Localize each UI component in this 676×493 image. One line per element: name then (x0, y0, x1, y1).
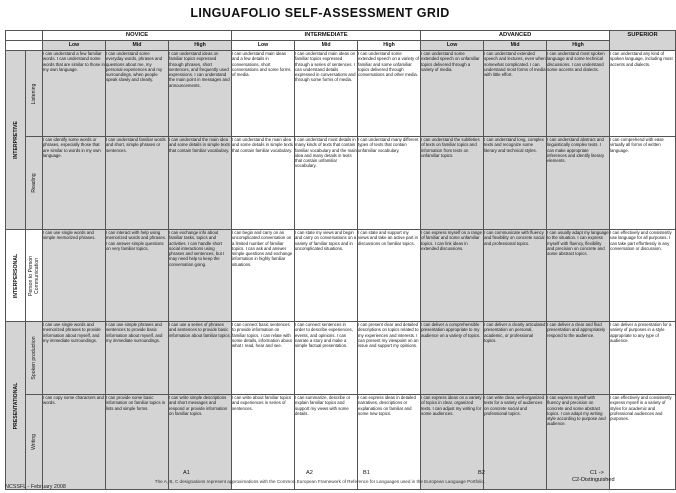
grid-cell: I can usually adapt my language to the situation. I can express myself with fluency, flexibility and precision on concrete and some abstract topics. (547, 230, 610, 322)
grid-cell: I can deliver a presentation for a variety of purposes in a style appropriate to any type of audience. (610, 322, 676, 395)
grid-cell: I can understand the main idea and some details in simple texts that contain familiar vocabulary. (232, 137, 295, 230)
grid-cell: I can understand extended speech and lectures, even when somewhat complicated. I can understand most forms of media with little effort. (484, 51, 547, 137)
grid-cell: I can understand familiar words and short, simple phrases or sentences. (106, 137, 169, 230)
grid-cell: I can understand main ideas on familiar topics expressed through a series of sentences. I can understand details expressed in conversations and through some forms of media. (295, 51, 358, 137)
self-assessment-grid (5, 30, 676, 490)
grid-cell: I can understand some extended speech on unfamiliar topics delivered through a variety of media. (421, 51, 484, 137)
sublevel-label: Mid (106, 41, 169, 51)
grid-cell: I can express ideas in detailed narratives, descriptions or explanations on familiar and some new topics. (358, 395, 421, 490)
grid-cell: I can understand a few familiar words. I can understand some words that are similar to those in my own language. (43, 51, 106, 137)
corner-blank-2 (6, 41, 43, 51)
grid-cell: I can interact with help using memorized words and phrases. I can answer simple questions on very familiar topics. (106, 230, 169, 322)
grid-cell: I can use single words and memorized phrases to provide information about myself, and my immediate surroundings. (43, 322, 106, 395)
grid-cell: I can use simple phrases and sentences to provide basic information about myself, and my immediate surroundings. (106, 322, 169, 395)
level-superior: SUPERIOR (610, 31, 676, 51)
grid-cell: I can understand the subtleties of texts on familiar topics and information from texts on unfamiliar topics. (421, 137, 484, 230)
grid-cell: I can express myself on a range of familiar and some unfamiliar topics. I can link ideas in extended discussions. (421, 230, 484, 322)
grid-cell: I can copy some characters and words. (43, 395, 106, 490)
cefr-a2: A2 (306, 470, 313, 476)
grid-cell: I can use single words and simple memorized phrases. (43, 230, 106, 322)
grid-cell: I can write clear, well-organized texts for a variety of audiences on concrete social and professional topics. (484, 395, 547, 490)
level-intermediate: INTERMEDIATE (232, 31, 421, 41)
level-novice: NOVICE (43, 31, 232, 41)
skill-reading: Reading (26, 137, 43, 230)
grid-cell: I can express ideas on a variety of topics in clear, organized texts. I can adjust my writing for some audiences. (421, 395, 484, 490)
grid-cell: I can understand ideas on familiar topics expressed through phrases, short sentences, and frequently used expressions. I can understand the main point in messages and announcements. (169, 51, 232, 137)
grid-cell: I can provide some basic information on familiar topics in lists and simple forms. (106, 395, 169, 490)
grid-cell: I can communicate with fluency and flexibility on concrete social and professional topics. (484, 230, 547, 322)
mode-presentational: PRESENTATIONAL (6, 322, 26, 490)
corner-blank (6, 31, 43, 41)
grid-cell: I can understand some extended speech on a variety of familiar and some unfamiliar topics delivered through conversations and other media. (358, 51, 421, 137)
cefr-c1: C1 -> (590, 470, 604, 476)
grid-cell: I can understand the main idea and some details in simple texts that contain familiar vocabulary. (169, 137, 232, 230)
grid-cell: I can effectively and consistently use language for all purposes. I can take part effortlessly in any conversation or discussion. (610, 230, 676, 322)
level-advanced: ADVANCED (421, 31, 610, 41)
grid-cell: I can express myself with fluency and precision on concrete and some abstract topics. I can adapt my writing style according to purpose and audience. (547, 395, 610, 490)
sublevel-label: Low (232, 41, 295, 51)
grid-cell: I can connect basic sentences to provide information on familiar topics. I can relate with some details, information about what I read, hear and see. (232, 322, 295, 395)
grid-cell: I can understand most spoken language and some technical discussions. I can understand some accents and dialects. (547, 51, 610, 137)
grid-cell: I can understand some everyday words, phrases and questions about me, my personal experiences and my surroundings, when people speak slowly and clearly. (106, 51, 169, 137)
grid-cell: I can understand any kind of spoken language, including most accents and dialects. (610, 51, 676, 137)
cefr-c2: C2-Distinguished (572, 477, 615, 483)
grid-cell: I can exchange info about familiar tasks, topics and activities. I can handle short social interactions using phrases and sentences, but I may need help to keep the conversation going. (169, 230, 232, 322)
grid-cell: I can understand most details in many kinds of texts that contain familiar vocabulary and the main idea and many details in texts that contain unfamiliar vocabulary. (295, 137, 358, 230)
grid-cell: I can identify some words or phrases, especially those that are similar to words in my own language. (43, 137, 106, 230)
sublevel-label: Low (43, 41, 106, 51)
grid-cell: I can begin and carry on an uncomplicated conversation on a limited number of familiar topics. I can ask and answer simple questions and exchange information in highly familiar situations. (232, 230, 295, 322)
cefr-b1: B1 (363, 470, 370, 476)
grid-cell: I can comprehend with ease virtually all forms of written language. (610, 137, 676, 230)
skill-listening: Listening (26, 51, 43, 137)
mode-interpretive: INTERPRETIVE (6, 51, 26, 230)
sublevel-label: High (547, 41, 610, 51)
sublevel-label: High (169, 41, 232, 51)
grid-cell: I can understand abstract and linguistically complex texts. I can make appropriate inferences and identify literary elements. (547, 137, 610, 230)
skill-writing: Writing (26, 395, 43, 490)
cefr-b2: B2 (478, 470, 485, 476)
grid-cell: I can understand main ideas and a few details in conversations, short conversations and some forms of media. (232, 51, 295, 137)
footnote: The A, B, C designations represent approximations with the Common European Framework of Reference for Languages used in the European Language Portfolio. (154, 479, 486, 484)
grid-cell: I can effectively and consistently express myself in a variety of styles for academic and professional audiences and purposes. (610, 395, 676, 490)
grid-cell: I can deliver a comprehensible presentation appropriate to my audience on a variety of topics. (421, 322, 484, 395)
skill-person-to-person: Person to Person Communication (26, 230, 43, 322)
grid-cell: I can write about familiar topics and experiences in series of sentences. (232, 395, 295, 490)
grid-cell: I can use a series of phrases and sentences to provide basic information about familiar topics. (169, 322, 232, 395)
cefr-a1: A1 (183, 470, 190, 476)
footer-credit: NCSSFL - February 2008 (5, 484, 66, 490)
grid-cell: I can state and support my views and take an active part in discussions on familiar topics. (358, 230, 421, 322)
grid-cell: I can connect sentences in order to describe experiences, events, and opinions. I can narrate a story and make a simple factual presentation. (295, 322, 358, 395)
skill-spoken-production: Spoken production (26, 322, 43, 395)
sublevel-label: Mid (484, 41, 547, 51)
grid-cell: I can understand many different types of texts that contain unfamiliar vocabulary. (358, 137, 421, 230)
mode-interpersonal: INTERPERSONAL (6, 230, 26, 322)
sublevel-label: Low (421, 41, 484, 51)
sublevel-label: Mid (295, 41, 358, 51)
grid-cell: I can summarize, describe or explain familiar topics and support my views with some details. (295, 395, 358, 490)
grid-cell: I can deliver a clearly articulated presentation on personal, academic, or professional topics. (484, 322, 547, 395)
page-title: LINGUAFOLIO SELF-ASSESSMENT GRID (190, 6, 450, 20)
grid-cell: I can present clear and detailed descriptions on topics related to my experiences and interests. I can present my viewpoint on an issue and support my opinions. (358, 322, 421, 395)
grid-cell: I can deliver a clear and fluid presentation and appropriately respond to the audience. (547, 322, 610, 395)
grid-cell: I can state my views and begin and carry on conversations on a variety of familiar topics and in uncomplicated situations. (295, 230, 358, 322)
grid-cell: I can write simple descriptions and short messages and respond or provide information on familiar topics. (169, 395, 232, 490)
sublevel-label: High (358, 41, 421, 51)
grid-cell: I can understand long, complex texts and recognize some literary and technical styles. (484, 137, 547, 230)
